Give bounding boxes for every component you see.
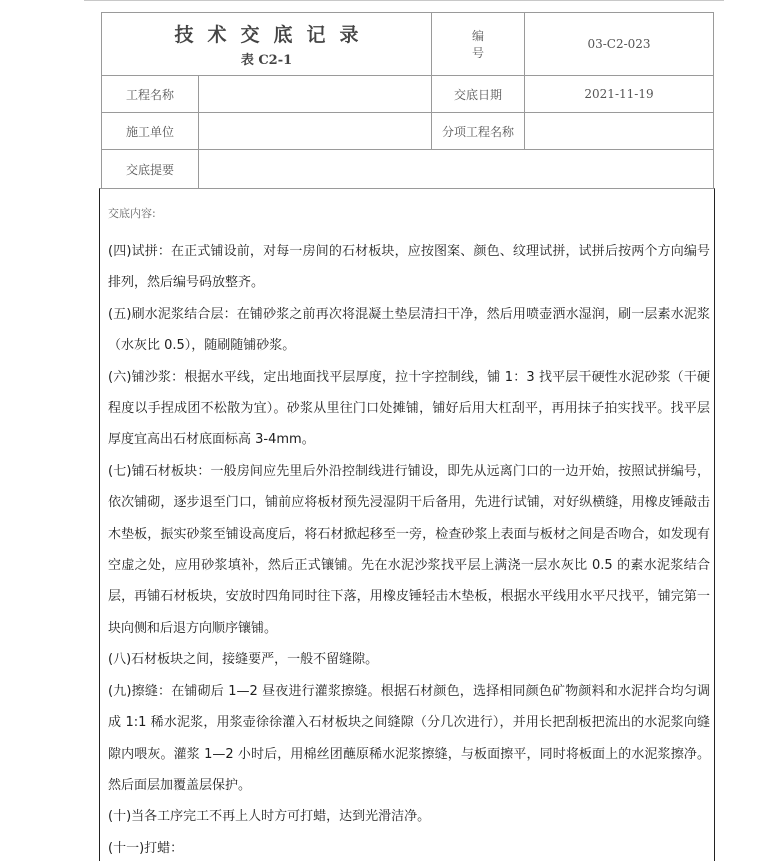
header-table <box>101 12 714 189</box>
paragraph-stone-laying: (七)铺石材板块：一般房间应先里后外沿控制线进行铺设，即先从远离门口的一边开始，按照试拼编号，依次铺砌，逐步退至门口，铺前应将板材预先浸湿阴干后备用，先进行试铺，对好纵横缝，用橡皮锤敲击木垫板，振实砂浆至铺设高度后，将石材掀起移至一旁，检查砂浆上表面与板材之间是否吻合，如发现有空虚之处，应用砂浆填补，然后正式镶铺。先在水泥沙浆找平层上满浇一层水灰比 0.5 的素水泥浆结合层，再铺石材板块，安放时四角同时往下落，用橡皮锤轻击木垫板，根据水平线用水平尺找平，铺完第一块向侧和后退方向顺序镶铺。 <box>108 463 710 636</box>
paragraph-waxing: (十一)打蜡： <box>108 840 184 856</box>
summary-label: 交底提要 <box>102 150 199 189</box>
date-value[interactable]: 2021-11-19 <box>525 76 714 113</box>
paragraph-mortar-laying: (六)铺沙浆：根据水平线，定出地面找平层厚度，拉十字控制线，铺 1：3 找平层干硬性水泥砂浆（干硬程度以手捏成团不松散为宜）。砂浆从里往门口处摊铺，铺好后用大杠刮平，再用抹子拍实找平。找平层厚度宜高出石材底面标高 3-4mm。 <box>108 369 710 448</box>
paragraph-grouting: (九)擦缝：在铺砌后 1—2 昼夜进行灌浆擦缝。根据石材颜色，选择相同颜色矿物颜料和水泥拌合均匀调成 1:1 稀水泥浆，用浆壶徐徐灌入石材板块之间缝隙（分几次进行），并用长把刮板把流出的水泥浆向缝隙内喂灰。灌浆 1—2 小时后，用棉丝团蘸原稀水泥浆擦缝，与板面擦平，同时将板面上的水泥浆擦净。然后面层加覆盖层保护。 <box>108 683 710 793</box>
document-title: 技术交底记录 <box>174 24 373 46</box>
sub-project-value[interactable] <box>525 113 714 150</box>
paragraph-trial-assembly: (四)试拼：在正式铺设前，对每一房间的石材板块，应按图案、颜色、纹理试拼，试拼后按两个方向编号排列，然后编号码放整齐。 <box>108 244 710 291</box>
summary-value[interactable] <box>199 150 714 189</box>
construction-unit-label: 施工单位 <box>102 113 199 150</box>
page-top-rule <box>84 0 724 1</box>
number-label: 编号 <box>432 13 525 76</box>
construction-unit-value[interactable] <box>199 113 432 150</box>
project-name-value[interactable] <box>199 76 432 113</box>
project-name-label: 工程名称 <box>102 76 199 113</box>
paragraph-joints: (八)石材板块之间，接缝要严，一般不留缝隙。 <box>108 652 379 668</box>
date-label: 交底日期 <box>432 76 525 113</box>
paragraph-cement-slurry: (五)刷水泥浆结合层：在铺砂浆之前再次将混凝土垫层清扫干净，然后用喷壶洒水湿润，刷一层素水泥浆（水灰比 0.5），随刷随铺砂浆。 <box>108 306 710 354</box>
content-body <box>108 236 710 864</box>
form-code: 表 C2-1 <box>240 53 293 68</box>
title-cell <box>102 13 432 76</box>
sub-project-label: 分项工程名称 <box>432 113 525 150</box>
content-label: 交底内容: <box>108 207 156 220</box>
paragraph-waxing-condition: (十)当各工序完工不再上人时方可打蜡，达到光滑洁净。 <box>108 809 431 825</box>
number-value: 03-C2-023 <box>525 13 714 76</box>
content-section <box>99 188 715 861</box>
